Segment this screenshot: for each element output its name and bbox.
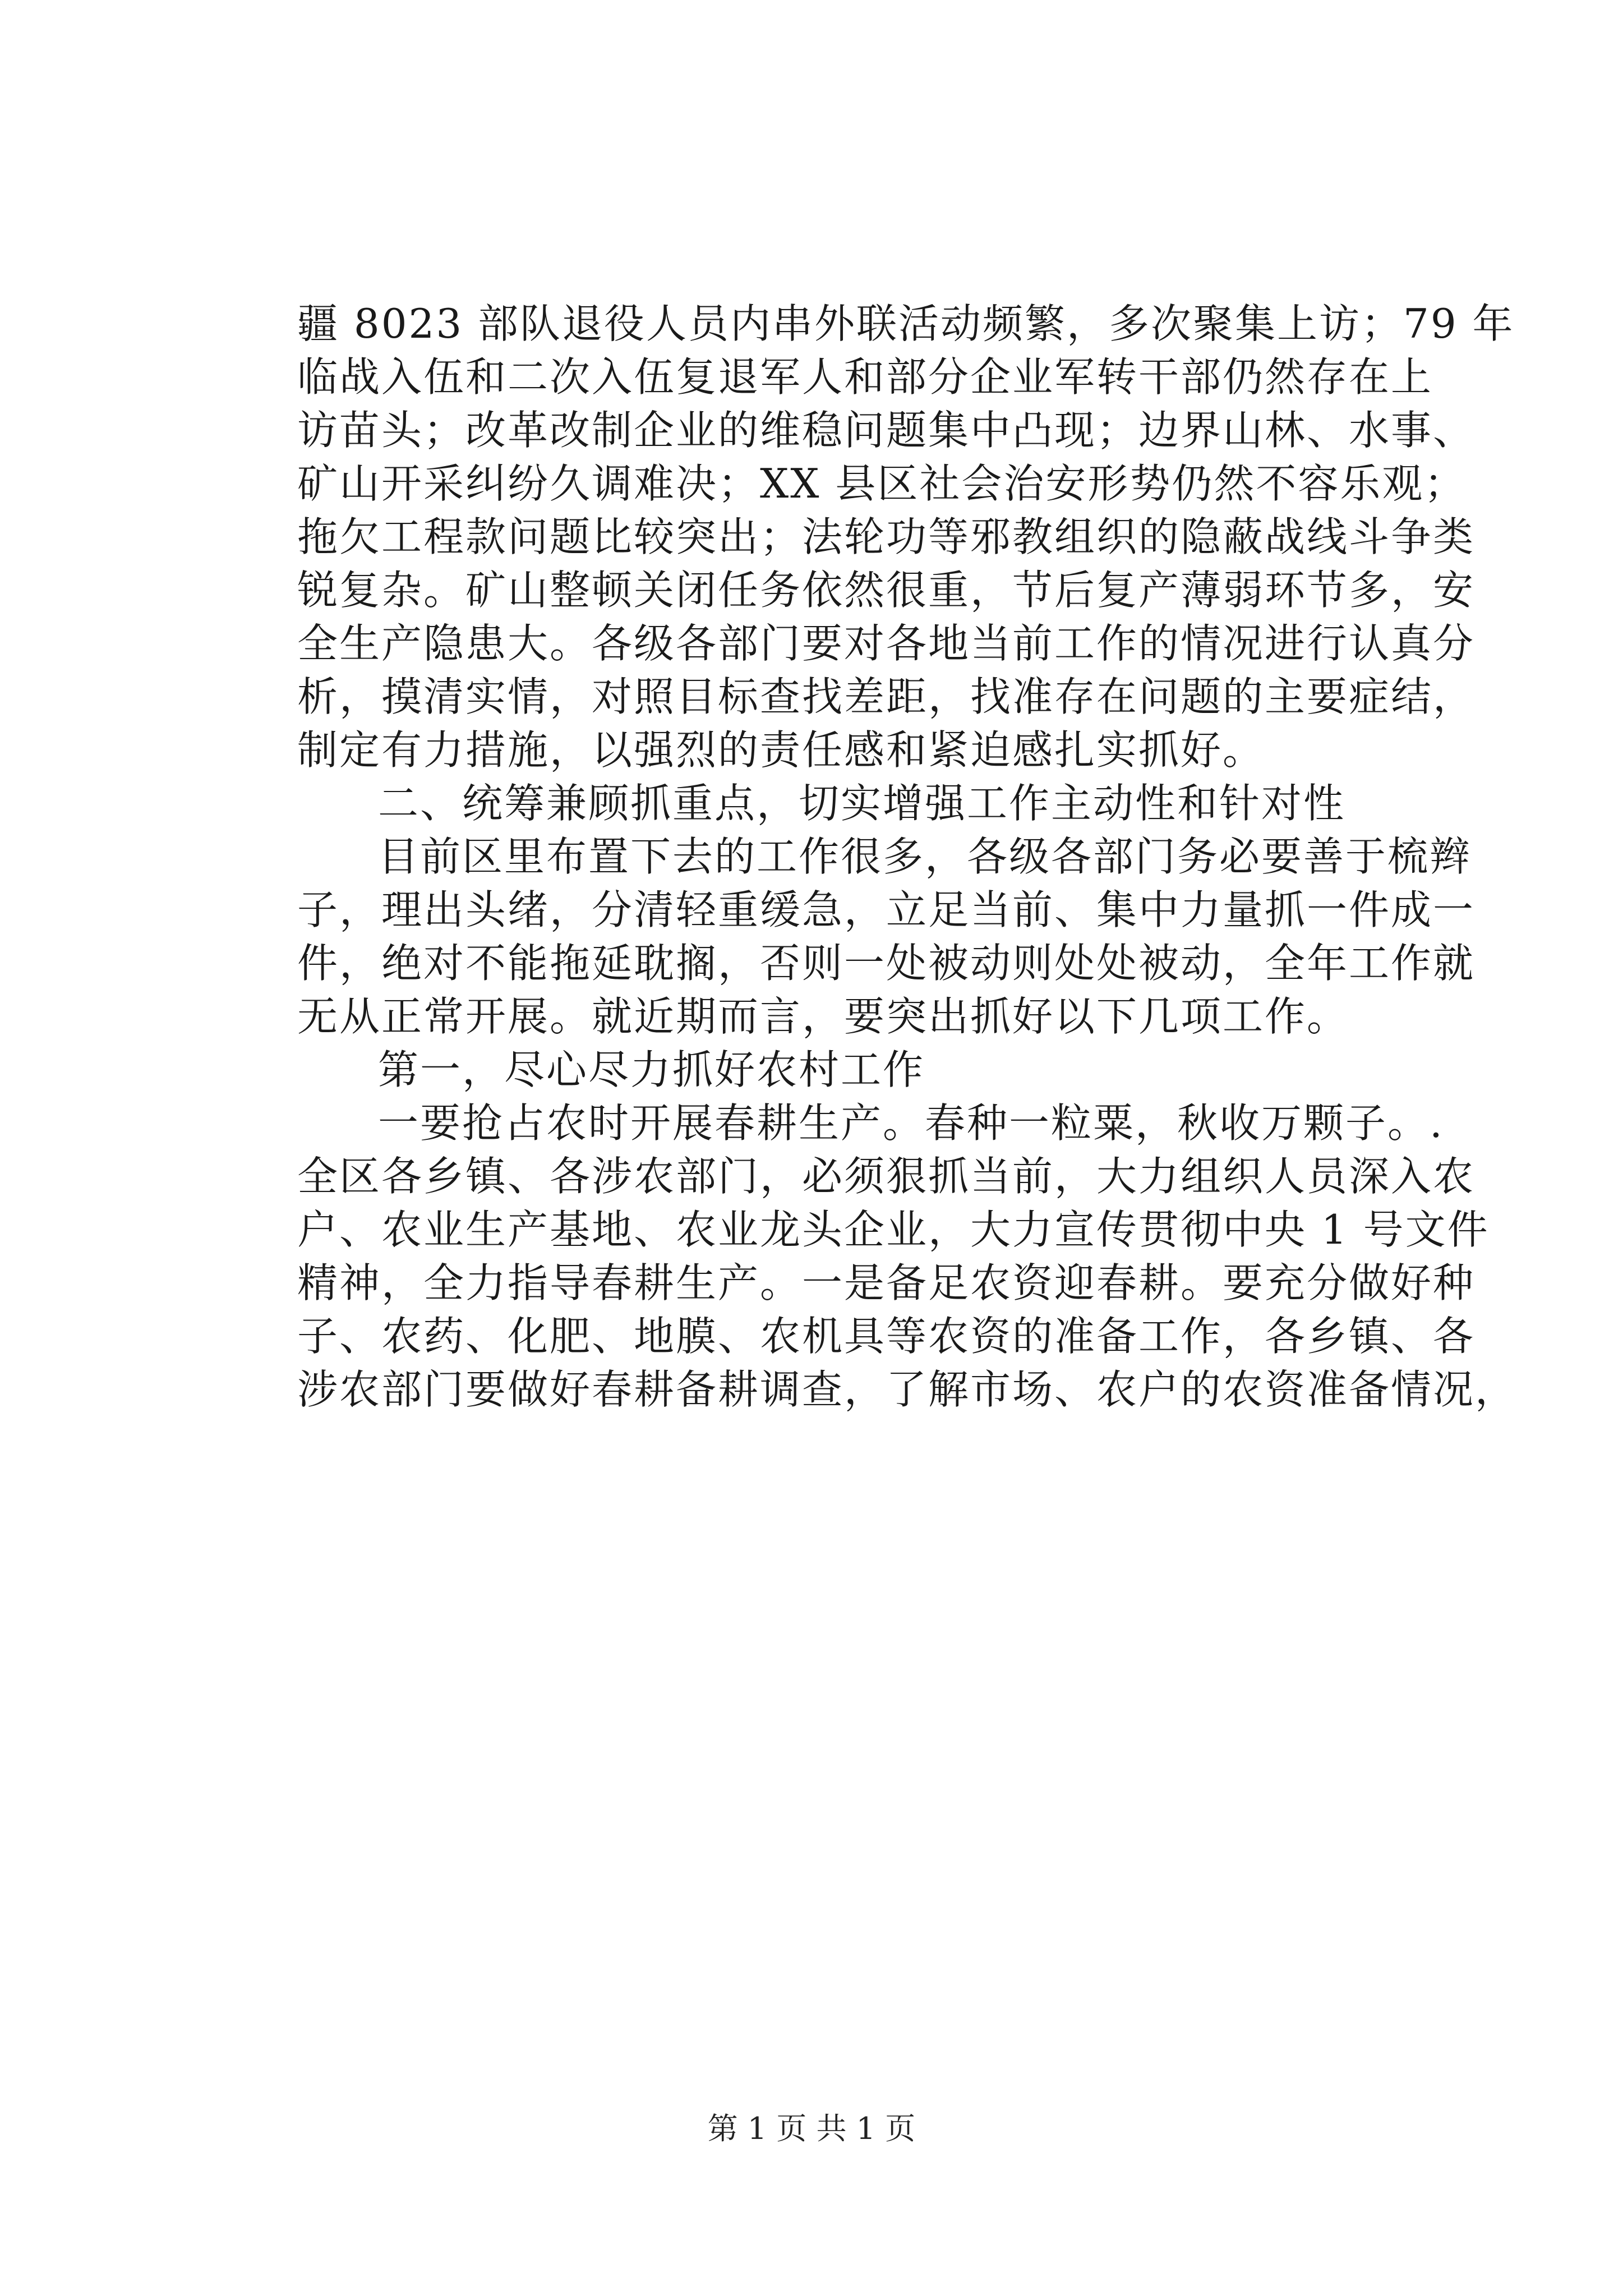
text-line: 子、农药、化肥、地膜、农机具等农资的准备工作，各乡镇、各 <box>297 1313 1476 1360</box>
document-body <box>297 297 1518 1416</box>
text-line: 访苗头；改革改制企业的维稳问题集中凸现；边界山林、水事、 <box>297 407 1476 454</box>
text-line: 拖欠工程款问题比较突出；法轮功等邪教组织的隐蔽战线斗争类 <box>297 513 1476 560</box>
text-line: 临战入伍和二次入伍复退军人和部分企业军转干部仍然存在上 <box>297 353 1433 401</box>
text-line: 全生产隐患大。各级各部门要对各地当前工作的情况进行认真分 <box>297 620 1476 667</box>
text-line: 件，绝对不能拖延耽搁，否则一处被动则处处被动，全年工作就 <box>297 940 1476 987</box>
text-line: 析，摸清实情，对照目标查找差距，找准存在问题的主要症结， <box>297 673 1476 720</box>
subsection-heading: 第一，尽心尽力抓好农村工作 <box>378 1046 925 1093</box>
section-heading: 二、统筹兼顾抓重点，切实增强工作主动性和针对性 <box>378 780 1346 827</box>
paragraph-first-line: 一要抢占农时开展春耕生产。春种一粒粟，秋收万颗子。. <box>378 1099 1444 1147</box>
text-line: 精神，全力指导春耕生产。一是备足农资迎春耕。要充分做好种 <box>297 1259 1476 1306</box>
text-line: 全区各乡镇、各涉农部门，必须狠抓当前，大力组织人员深入农 <box>297 1153 1476 1200</box>
text-line: 户、农业生产基地、农业龙头企业，大力宣传贯彻中央 1 号文件 <box>297 1206 1490 1253</box>
text-line: 制定有力措施，以强烈的责任感和紧迫感扎实抓好。 <box>297 726 1265 774</box>
paragraph-first-line: 目前区里布置下去的工作很多，各级各部门务必要善于梳辫 <box>378 833 1472 880</box>
page-number-label: 第 1 页 共 1 页 <box>707 2111 916 2146</box>
text-line: 无从正常开展。就近期而言，要突出抓好以下几项工作。 <box>297 993 1349 1040</box>
page-footer <box>0 2109 1623 2148</box>
text-line: 子，理出头绪，分清轻重缓急，立足当前、集中力量抓一件成一 <box>297 886 1476 933</box>
text-line: 疆 8023 部队退役人员内串外联活动频繁，多次聚集上访；79 年 <box>297 300 1515 347</box>
text-line: 矿山开采纠纷久调难决；XX 县区社会治安形势仍然不容乐观； <box>297 460 1467 507</box>
text-line: 锐复杂。矿山整顿关闭任务依然很重，节后复产薄弱环节多，安 <box>297 567 1476 614</box>
text-line: 涉农部门要做好春耕备耕调查，了解市场、农户的农资准备情况， <box>297 1366 1518 1413</box>
